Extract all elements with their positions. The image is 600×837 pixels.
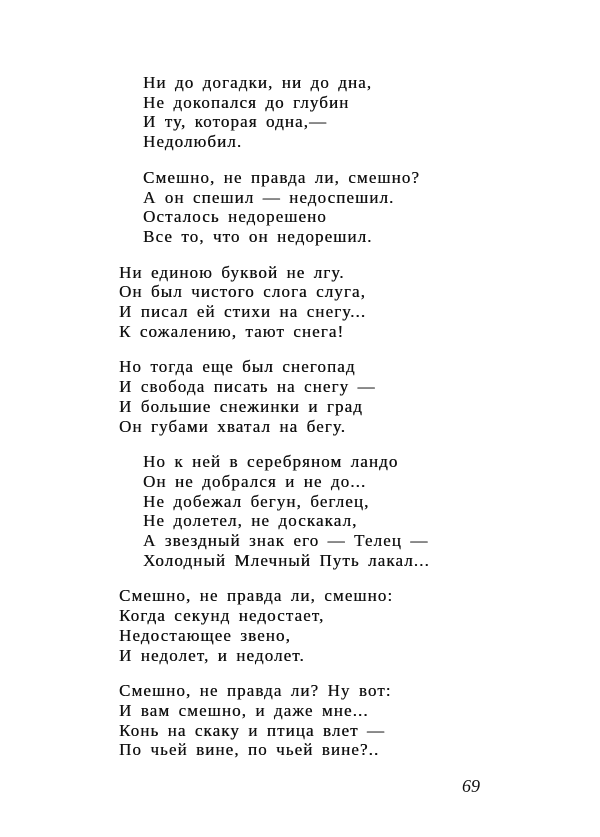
poem-line: Когда секунд недостает, (119, 606, 325, 626)
poem-line: Не долетел, не доскакал, (143, 511, 358, 531)
poem-line: По чьей вине, по чьей вине?.. (119, 740, 380, 760)
poem-line: Ни единою буквой не лгу. (119, 262, 345, 282)
poem-line: Недолюбил. (143, 132, 243, 152)
stanza (0, 586, 600, 665)
poem-line: Он не добрался и не до... (143, 471, 367, 491)
poem-line: А он спешил — недоспешил. (143, 187, 395, 207)
poem-line: Осталось недорешено (143, 207, 327, 227)
stanza (0, 681, 600, 760)
poem-line: И ту, которая одна,— (143, 112, 328, 132)
stanza (0, 263, 600, 342)
poem-line: Он губами хватал на бегу. (119, 416, 347, 436)
poem-line: Недостающее звено, (119, 625, 291, 645)
poem-line: Ни до догадки, ни до дна, (143, 73, 373, 92)
stanza (0, 73, 600, 152)
poem-line: Не добежал бегун, беглец, (143, 491, 370, 511)
poem-line: И недолет, и недолет. (119, 645, 305, 665)
poem-line: Не докопался до глубин (143, 92, 350, 112)
poem-line: Смешно, не правда ли, смешно? (143, 167, 420, 187)
poem-line: И свобода писать на снегу — (119, 377, 376, 397)
page-number: 69 (462, 776, 480, 796)
poem-line: Но тогда еще был снегопад (119, 357, 356, 377)
poem-line: Смешно, не правда ли, смешно: (119, 586, 394, 606)
poem-line: Он был чистого слога слуга, (119, 282, 366, 302)
stanza (0, 452, 600, 570)
poem-line: Все то, что он недорешил. (143, 226, 373, 246)
poem-line: А звездный знак его — Телец — (143, 531, 429, 551)
stanza (0, 357, 600, 436)
poem-line: Холодный Млечный Путь лакал... (143, 550, 430, 570)
poem-line: Конь на скаку и птица влет — (119, 720, 386, 740)
poem-line: Но к ней в серебряном ландо (143, 452, 399, 472)
poem-line: И писал ей стихи на снегу... (119, 302, 367, 322)
poem-line: К сожалению, тают снега! (119, 321, 345, 341)
poem-line: И вам смешно, и даже мне... (119, 700, 369, 720)
poem-line: И большие снежинки и град (119, 396, 363, 416)
poem-line: Смешно, не правда ли? Ну вот: (119, 681, 392, 701)
poem-text (0, 73, 600, 760)
stanza (0, 168, 600, 247)
